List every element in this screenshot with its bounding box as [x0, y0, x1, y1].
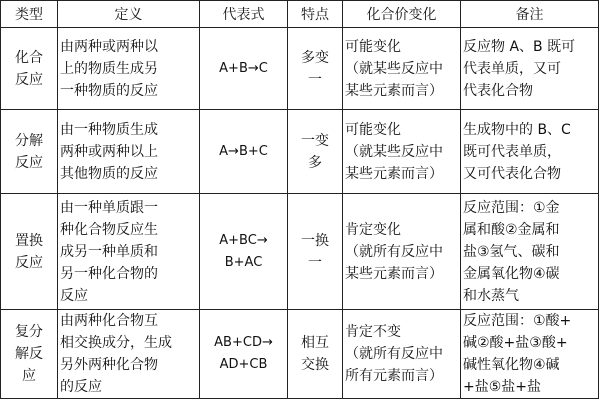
cell-line: 另外两种化合物: [60, 357, 158, 373]
cell-definition: [58, 28, 200, 110]
header-feature: 特点: [288, 1, 343, 28]
header-row: [1, 1, 599, 28]
cell-feature: [288, 110, 343, 194]
cell-line: （就所有反应中: [345, 243, 443, 260]
cell-line: 反应: [15, 154, 43, 171]
cell-line: 可能变化: [345, 38, 401, 55]
cell-line: 两种或两种以上: [60, 143, 158, 160]
cell-line: 某些元素而言）: [345, 165, 443, 182]
cell-line: 一换: [301, 232, 329, 249]
cell-line: 由一种物质生成: [60, 121, 158, 138]
cell-line: 肯定不变: [345, 324, 401, 340]
cell-line: 复分: [15, 324, 43, 340]
cell-line: 反应范围：①金: [463, 199, 560, 216]
cell-line: 应: [22, 368, 36, 384]
cell-line: 金属氧化物④碳: [463, 265, 560, 282]
cell-line: 上的物质生成另: [60, 60, 158, 77]
cell-line: 置换: [15, 232, 43, 249]
cell-line: 另一种化合物的: [60, 265, 158, 282]
cell-line: A+B→C: [219, 60, 268, 76]
cell-line: 反应: [15, 71, 43, 88]
cell-line: 代表单质，又可: [463, 60, 561, 77]
table-row: [1, 194, 599, 310]
cell-line: A+BC→: [219, 232, 268, 248]
cell-line: （就某些反应中: [345, 143, 443, 160]
cell-line: 一种物质的反应: [60, 82, 158, 99]
cell-line: （就所有反应中: [345, 346, 443, 362]
cell-valence-change: [343, 28, 461, 110]
cell-line: 又可代表化合物: [463, 165, 561, 182]
cell-line: AD+CB: [219, 357, 268, 372]
cell-valence-change: [343, 194, 461, 310]
cell-formula: [200, 310, 288, 399]
cell-line: 多变: [301, 49, 329, 66]
cell-type: [1, 194, 58, 310]
cell-line: 相交换成分，生成: [60, 335, 172, 351]
cell-line: A→B+C: [219, 143, 268, 159]
cell-line: 相互: [301, 335, 329, 351]
cell-line: （就某些反应中: [345, 60, 443, 77]
cell-line: AB+CD→: [214, 335, 273, 350]
cell-line: 的反应: [60, 379, 102, 395]
cell-line: 其他物质的反应: [60, 165, 158, 182]
cell-line: 和水蒸气: [463, 287, 519, 304]
cell-definition: [58, 194, 200, 310]
cell-line: 某些元素而言）: [345, 265, 443, 282]
cell-note: [461, 194, 599, 310]
cell-line: 可能变化: [345, 121, 401, 138]
cell-line: 既可代表单质，: [463, 143, 561, 160]
cell-line: 交换: [301, 357, 329, 373]
cell-line: 盐③氢气、碳和: [463, 243, 560, 260]
cell-line: 一变: [301, 132, 329, 149]
cell-valence-change: [343, 310, 461, 399]
cell-definition: [58, 310, 200, 399]
cell-feature: [288, 310, 343, 399]
cell-line: 所有元素而言）: [345, 368, 443, 384]
cell-formula: [200, 194, 288, 310]
cell-line: 反应: [15, 254, 43, 271]
cell-line: 种化合物反应生: [60, 221, 158, 238]
cell-line: 化合: [15, 49, 43, 66]
cell-definition: [58, 110, 200, 194]
header-definition: 定义: [58, 1, 200, 28]
cell-type: [1, 310, 58, 399]
cell-line: 由两种化合物互: [60, 313, 158, 329]
table-row: [1, 310, 599, 399]
header-note: 备注: [461, 1, 599, 28]
table-row: [1, 28, 599, 110]
cell-line: 由一种单质跟一: [60, 199, 158, 216]
cell-line: 反应范围：①酸+: [463, 313, 572, 329]
cell-line: 反应: [60, 287, 88, 304]
cell-feature: [288, 28, 343, 110]
cell-note: [461, 310, 599, 399]
cell-line: 代表化合物: [463, 82, 533, 99]
cell-line: 生成物中的 B、C: [463, 121, 571, 138]
cell-line: 多: [308, 154, 322, 171]
cell-line: +盐⑤盐+盐: [463, 379, 542, 395]
cell-line: 一: [308, 254, 322, 271]
header-valence-change: 化合价变化: [343, 1, 461, 28]
cell-formula: [200, 110, 288, 194]
cell-line: 肯定变化: [345, 221, 401, 238]
cell-line: 成另一种单质和: [60, 243, 158, 260]
cell-line: 某些元素而言）: [345, 82, 443, 99]
cell-line: 分解: [15, 132, 43, 149]
cell-line: 由两种或两种以: [60, 38, 158, 55]
cell-line: 碱②酸+盐③酸+: [463, 335, 568, 351]
cell-type: [1, 110, 58, 194]
cell-valence-change: [343, 110, 461, 194]
table-row: [1, 110, 599, 194]
cell-type: [1, 28, 58, 110]
cell-line: 碱性氧化物④碱: [463, 357, 560, 373]
cell-line: 一: [308, 71, 322, 88]
cell-line: B+AC: [224, 254, 263, 270]
cell-line: 反应物 A、B 既可: [463, 38, 576, 55]
header-formula: 代表式: [200, 1, 288, 28]
cell-note: [461, 110, 599, 194]
header-type: 类型: [1, 1, 58, 28]
cell-line: 属和酸②金属和: [463, 221, 560, 238]
cell-line: 解反: [15, 346, 43, 362]
cell-feature: [288, 194, 343, 310]
cell-note: [461, 28, 599, 110]
cell-formula: [200, 28, 288, 110]
